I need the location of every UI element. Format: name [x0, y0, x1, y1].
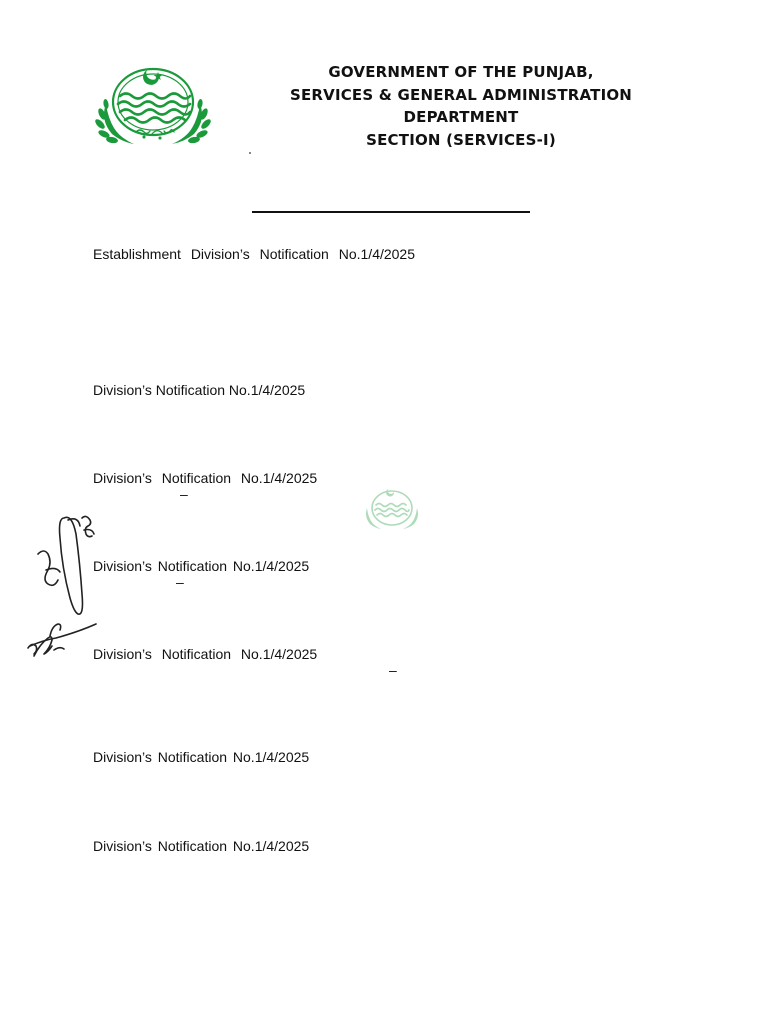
notification-paragraph-3: Division’s Notification No.1/4/2025	[93, 470, 318, 486]
document-header	[230, 61, 692, 151]
notification-paragraph-4: Division’s Notification No.1/4/2025	[93, 558, 310, 574]
handwritten-signature-icon	[24, 508, 128, 664]
header-line-section: SECTION (SERVICES-I)	[366, 130, 556, 149]
header-line-department: DEPARTMENT	[403, 108, 519, 126]
notification-paragraph-1: Establishment Division’s Notification No.1/4/2025	[93, 246, 416, 262]
header-divider	[252, 211, 530, 213]
notification-paragraph-5: Division’s Notification No.1/4/2025	[93, 646, 318, 662]
notification-paragraph-6: Division’s Notification No.1/4/2025	[93, 749, 310, 765]
notification-paragraph-2: Division’s Notification No.1/4/2025	[93, 382, 306, 398]
dash-mark: –	[180, 486, 188, 502]
notification-paragraph-7: Division’s Notification No.1/4/2025	[93, 838, 310, 854]
stray-mark	[249, 152, 251, 154]
dash-mark: –	[389, 662, 397, 678]
header-line-government: GOVERNMENT OF THE PUNJAB,	[328, 63, 594, 81]
emblem-watermark-icon	[360, 484, 424, 536]
punjab-government-emblem-icon	[92, 64, 214, 150]
dash-mark: –	[176, 574, 184, 590]
header-line-services: SERVICES & GENERAL ADMINISTRATION	[289, 85, 633, 104]
